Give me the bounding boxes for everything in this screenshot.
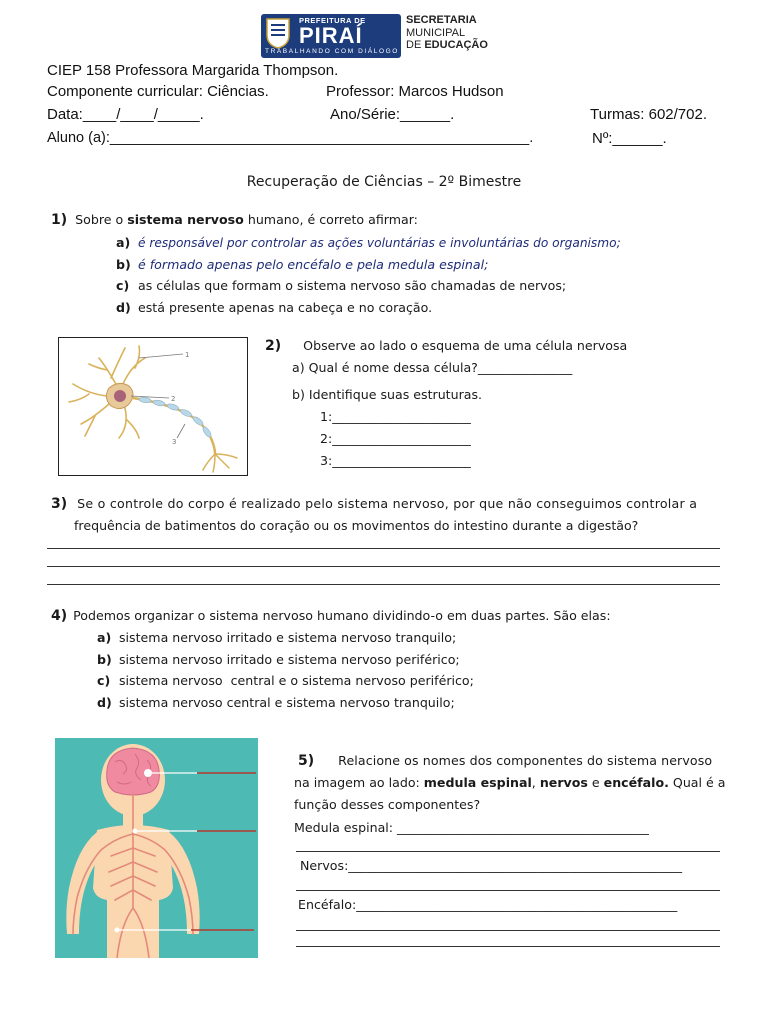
component-field: Componente curricular: Ciências.	[47, 83, 269, 100]
figure-label-3: 3	[172, 438, 177, 446]
q4-option-letter: a)	[97, 630, 112, 645]
neuron-figure	[58, 337, 248, 476]
secretaria-de: DE	[406, 39, 425, 51]
figure-label-2: 2	[171, 395, 176, 403]
q1-option-text: está presente apenas na cabeça e no coração.	[138, 300, 433, 315]
question-2b: b) Identifique suas estruturas.	[292, 387, 483, 402]
school-name: CIEP 158 Professora Margarida Thompson.	[47, 62, 339, 79]
question-1-prefix: Sobre o	[75, 212, 128, 227]
classes-field: Turmas: 602/702.	[590, 106, 708, 123]
structure-2-line[interactable]: 2:______________________	[320, 431, 471, 446]
answer-line[interactable]	[296, 851, 720, 852]
q4-option-d	[97, 695, 455, 710]
structure-3-line[interactable]: 3:______________________	[320, 453, 471, 468]
q4-option-text: sistema nervoso central e sistema nervoso tranquilo;	[119, 695, 455, 710]
q1-option-a	[116, 235, 621, 250]
q1-option-text: é formado apenas pelo encéfalo e pela medula espinal;	[138, 257, 489, 272]
q1-option-d	[116, 300, 432, 315]
neuron-illustration	[59, 338, 247, 475]
question-5-number: 5)	[298, 753, 315, 769]
structure-1-line[interactable]: 1:______________________	[320, 409, 471, 424]
secretaria-line1: SECRETARIA	[406, 14, 477, 26]
crest-icon	[265, 17, 291, 49]
question-3	[51, 496, 723, 512]
secretaria-educacao: EDUCAÇÃO	[424, 39, 488, 51]
question-5-line2	[294, 775, 726, 790]
question-4-number: 4)	[51, 608, 68, 624]
secretaria-line3	[406, 39, 488, 52]
question-1-suffix: humano, é correto afirmar:	[243, 212, 418, 227]
question-4-text: Podemos organizar o sistema nervoso humano dividindo-o em duas partes. São elas:	[73, 608, 611, 623]
q4-option-text: sistema nervoso irritado e sistema nervoso periférico;	[119, 652, 460, 667]
q4-option-b	[97, 652, 460, 667]
q1-option-letter: b)	[116, 257, 131, 272]
q1-option-letter: a)	[116, 235, 131, 250]
q5-sep1: ,	[531, 775, 540, 790]
q1-option-letter: d)	[116, 300, 131, 315]
secretaria-line2: MUNICIPAL	[406, 26, 466, 39]
question-2-number: 2)	[265, 338, 282, 354]
question-3-number: 3)	[51, 496, 68, 512]
q4-option-text: sistema nervoso central e o sistema nervoso periférico;	[119, 673, 474, 688]
question-3-line2: frequência de batimentos do coração ou os movimentos do intestino durante a digestão?	[74, 518, 639, 533]
answer-line[interactable]	[296, 890, 720, 891]
page-title: Recuperação de Ciências – 2º Bimestre	[246, 174, 522, 190]
question-5-line3: função desses componentes?	[294, 797, 481, 812]
question-2a: a) Qual é nome dessa célula?_______________	[292, 360, 573, 375]
term-nervos: nervos	[539, 775, 588, 790]
answer-line[interactable]	[47, 584, 720, 585]
nervos-answer-field[interactable]: Nervos:_____________________________________________________	[300, 858, 683, 873]
nervous-system-illustration	[55, 738, 258, 958]
q1-option-c	[116, 278, 566, 293]
q5-line2-suffix: Qual é a	[668, 775, 726, 790]
q4-option-a	[97, 630, 456, 645]
answer-line[interactable]	[296, 946, 720, 947]
medula-answer-field[interactable]: Medula espinal: ________________________________________	[294, 820, 649, 835]
nucleus	[114, 390, 126, 402]
term-encefalo: encéfalo.	[603, 775, 669, 790]
answer-line[interactable]	[47, 548, 720, 549]
logo-tagline: TRABALHANDO COM DIÁLOGO	[265, 48, 399, 55]
question-1-number: 1)	[51, 212, 68, 228]
q4-option-letter: b)	[97, 652, 112, 667]
answer-line[interactable]	[47, 566, 720, 567]
q1-option-b	[116, 257, 488, 272]
question-5	[298, 753, 712, 769]
q4-option-letter: d)	[97, 695, 112, 710]
teacher-field: Professor: Marcos Hudson	[326, 83, 504, 100]
question-2	[265, 338, 627, 354]
q1-option-text: as células que formam o sistema nervoso são chamadas de nervos;	[138, 278, 567, 293]
city-name: PIRAÍ	[299, 23, 363, 48]
q5-line2-prefix: na imagem ao lado:	[294, 775, 424, 790]
q4-option-text: sistema nervoso irritado e sistema nervoso tranquilo;	[119, 630, 457, 645]
q4-option-c	[97, 673, 474, 688]
question-1-bold: sistema nervoso	[127, 212, 244, 227]
date-field: Data:____/____/_____.	[47, 106, 204, 123]
figure-label-1: 1	[185, 351, 190, 359]
school-logo	[261, 14, 509, 56]
term-medula: medula espinal	[423, 775, 532, 790]
secretaria-text	[406, 14, 488, 52]
question-5-line1: Relacione os nomes dos componentes do sistema nervoso	[338, 753, 713, 768]
answer-line[interactable]	[296, 930, 720, 931]
body-nervous-system-figure	[55, 738, 258, 958]
q4-option-letter: c)	[97, 673, 111, 688]
q1-option-text: é responsável por controlar as ações voluntárias e involuntárias do organismo;	[138, 236, 621, 250]
question-4	[51, 608, 611, 624]
grade-field: Ano/Série:______.	[330, 106, 455, 123]
encefalo-answer-field[interactable]: Encéfalo:___________________________________________________	[298, 897, 678, 912]
prefeitura-badge	[261, 14, 401, 58]
q1-option-letter: c)	[116, 278, 130, 293]
question-3-line1: Se o controle do corpo é realizado pelo sistema nervoso, por que não conseguimos controlar a	[77, 496, 698, 511]
number-field: Nº:______.	[592, 130, 667, 147]
student-field: Aluno (a):____________________________________________________.	[47, 130, 534, 146]
q5-sep2: e	[587, 775, 604, 790]
question-1	[51, 212, 418, 228]
question-2-text: Observe ao lado o esquema de uma célula nervosa	[303, 338, 628, 353]
prefeitura-label: PREFEITURA DE	[299, 16, 366, 25]
